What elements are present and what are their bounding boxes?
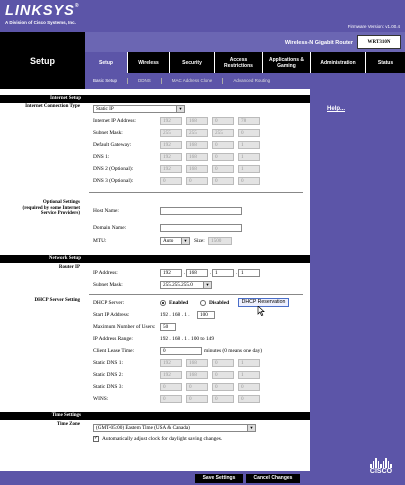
model-row	[85, 32, 405, 52]
tab-access-restrictions[interactable]: Access Restrictions	[214, 52, 262, 73]
router-mask-label: Subnet Mask:	[93, 282, 123, 288]
model-number: WRT310N	[357, 35, 401, 49]
tab-security[interactable]: Security	[169, 52, 214, 73]
section-bar-network	[85, 255, 310, 263]
dns1-octet-3[interactable]: 0	[212, 153, 234, 161]
main-form-column	[85, 89, 310, 471]
dns2-octet-2[interactable]: 168	[186, 165, 208, 173]
linksys-logo: LINKSYS®	[5, 3, 80, 19]
router-ip-octet-2[interactable]: 168	[186, 269, 208, 277]
router-ip-octet-4[interactable]: 1	[238, 269, 260, 277]
tab-administration[interactable]: Administration	[310, 52, 365, 73]
lease-time-label: Client Lease Time:	[93, 348, 135, 354]
router-ip-label: IP Address:	[93, 270, 118, 276]
dhcp-disabled-radio[interactable]	[200, 300, 206, 306]
static-dns3-octet-3[interactable]: 0	[212, 383, 234, 391]
dhcp-server-label: DHCP Server:	[93, 300, 125, 306]
static-dns2-label: Static DNS 2:	[93, 372, 123, 378]
gateway-label: Default Gateway:	[93, 142, 132, 148]
router-ip-octet-3[interactable]: 1	[212, 269, 234, 277]
dns2-octet-3[interactable]: 0	[212, 165, 234, 173]
static-dns3-label: Static DNS 3:	[93, 384, 123, 390]
time-zone-select[interactable]: (GMT-05:00) Eastern Time (USA & Canada) ▼	[93, 424, 256, 432]
dns2-label: DNS 2 (Optional):	[93, 166, 134, 172]
section-bar-time	[85, 412, 310, 420]
subtab-advanced-routing[interactable]: Advanced Routing	[233, 78, 271, 83]
internet-mask-octet-2[interactable]: 255	[186, 129, 208, 137]
host-name-input[interactable]	[160, 207, 242, 215]
gateway-octet-3[interactable]: 0	[212, 141, 234, 149]
internet-mask-octet-4[interactable]: 0	[238, 129, 260, 137]
dns1-label: DNS 1:	[93, 154, 110, 160]
help-link[interactable]: Help...	[327, 106, 346, 112]
cancel-changes-button[interactable]: Cancel Changes	[246, 474, 300, 483]
section-time-settings: Time Settings	[0, 412, 85, 420]
subtab-ddns[interactable]: DDNS	[128, 78, 162, 84]
gateway-octet-1[interactable]: 192	[160, 141, 182, 149]
static-dns1-octet-2[interactable]: 168	[186, 359, 208, 367]
dot: .	[210, 270, 212, 276]
static-dns2-octet-2[interactable]: 168	[186, 371, 208, 379]
dns1-octet-2[interactable]: 168	[186, 153, 208, 161]
wins-label: WINS:	[93, 396, 109, 402]
gateway-octet-2[interactable]: 168	[186, 141, 208, 149]
dns3-octet-3[interactable]: 0	[212, 177, 234, 185]
wins-octet-3[interactable]: 0	[212, 395, 234, 403]
dhcp-disabled-label: Disabled	[209, 300, 230, 306]
tab-status[interactable]: Status	[365, 52, 405, 73]
max-users-label: Maximum Number of Users:	[93, 324, 156, 330]
save-settings-button[interactable]: Save Settings	[195, 474, 243, 483]
static-dns1-octet-4[interactable]: 1	[238, 359, 260, 367]
firmware-version: Firmware Version: v1.00.4	[347, 24, 400, 29]
domain-name-input[interactable]	[160, 224, 242, 232]
dst-label: Automatically adjust clock for daylight saving changes.	[102, 436, 223, 442]
lease-time-suffix: minutes (0 means one day)	[204, 348, 263, 354]
dns1-octet-1[interactable]: 192	[160, 153, 182, 161]
internet-ip-octet-2[interactable]: 168	[186, 117, 208, 125]
dhcp-enabled-label: Enabled	[169, 300, 189, 306]
router-mask-select[interactable]: 255.255.255.0 ▼	[160, 281, 212, 289]
dot: .	[236, 270, 238, 276]
static-dns3-octet-2[interactable]: 0	[186, 383, 208, 391]
wins-octet-2[interactable]: 0	[186, 395, 208, 403]
main-tabs	[85, 52, 405, 73]
ip-range-label: IP Address Range:	[93, 336, 133, 342]
label-router-ip: Router IP	[58, 265, 80, 270]
dns3-label: DNS 3 (Optional):	[93, 178, 134, 184]
internet-mask-octet-1[interactable]: 255	[160, 129, 182, 137]
left-label-column	[0, 89, 85, 471]
static-dns2-octet-3[interactable]: 0	[212, 371, 234, 379]
start-ip-last-octet[interactable]: 100	[197, 311, 215, 319]
divider	[89, 192, 303, 193]
dot: .	[184, 270, 186, 276]
dns2-octet-1[interactable]: 192	[160, 165, 182, 173]
label-optional-settings: Optional Settings (required by some Internet Service Providers)	[22, 200, 80, 216]
dhcp-enabled-radio[interactable]	[160, 300, 166, 306]
top-brand-bar	[0, 0, 405, 32]
dns3-octet-2[interactable]: 0	[186, 177, 208, 185]
static-dns3-octet-1[interactable]: 0	[160, 383, 182, 391]
help-column	[310, 89, 405, 471]
static-dns1-octet-1[interactable]: 192	[160, 359, 182, 367]
dns2-octet-4[interactable]: 1	[238, 165, 260, 173]
host-name-label: Host Name:	[93, 208, 119, 214]
footer-bar	[0, 471, 405, 485]
domain-name-label: Domain Name:	[93, 225, 127, 231]
static-dns2-octet-4[interactable]: 1	[238, 371, 260, 379]
wins-octet-1[interactable]: 0	[160, 395, 182, 403]
internet-mask-label: Subnet Mask:	[93, 130, 123, 136]
dns3-octet-4[interactable]: 0	[238, 177, 260, 185]
mtu-size-label: Size:	[194, 238, 205, 244]
label-internet-connection-type: Internet Connection Type	[25, 104, 80, 109]
dns1-octet-4[interactable]: 1	[238, 153, 260, 161]
mtu-select[interactable]: Auto ▼	[160, 237, 190, 245]
label-dhcp-server-setting: DHCP Server Setting	[34, 298, 80, 303]
mtu-size-input[interactable]: 1500	[208, 237, 232, 245]
static-dns2-octet-1[interactable]: 192	[160, 371, 182, 379]
internet-ip-octet-1[interactable]: 192	[160, 117, 182, 125]
section-internet-setup: Internet Setup	[0, 95, 85, 103]
cisco-logo: CISCO	[362, 458, 400, 480]
static-dns3-octet-4[interactable]: 0	[238, 383, 260, 391]
start-ip-prefix: 192 . 168 . 1 .	[160, 312, 190, 318]
wins-octet-4[interactable]: 0	[238, 395, 260, 403]
section-network-setup: Network Setup	[0, 255, 85, 263]
internet-ip-label: Internet IP Address:	[93, 118, 136, 124]
mtu-label: MTU:	[93, 238, 107, 244]
static-dns1-label: Static DNS 1:	[93, 360, 123, 366]
subtab-basic-setup[interactable]: Basic Setup	[85, 78, 128, 84]
static-dns1-octet-3[interactable]: 0	[212, 359, 234, 367]
dhcp-reservation-button[interactable]: DHCP Reservation	[238, 298, 289, 307]
tab-wireless[interactable]: Wireless	[127, 52, 169, 73]
tab-applications-gaming[interactable]: Applications & Gaming	[262, 52, 310, 73]
section-bar-internet	[85, 95, 310, 103]
ip-range-value: 192 . 168 . 1 . 100 to 149	[160, 336, 215, 342]
section-title: Setup	[0, 32, 85, 89]
connection-type-select[interactable]: Static IP ▼	[93, 105, 185, 113]
gateway-octet-4[interactable]: 1	[238, 141, 260, 149]
router-name: Wireless-N Gigabit Router	[284, 40, 353, 46]
lease-time-input[interactable]: 0	[160, 347, 202, 355]
router-ip-octet-1[interactable]: 192	[160, 269, 182, 277]
logo-subtitle: A Division of Cisco Systems, Inc.	[5, 20, 76, 25]
subtab-mac-address-clone[interactable]: MAC Address Clone	[162, 78, 224, 84]
start-ip-label: Start IP Address:	[93, 312, 130, 318]
tab-setup[interactable]: Setup	[85, 52, 127, 73]
dst-checkbox[interactable]: ✓	[94, 436, 99, 441]
sub-tabs	[85, 73, 405, 89]
dns3-octet-1[interactable]: 0	[160, 177, 182, 185]
divider	[89, 294, 303, 295]
mouse-cursor-icon	[257, 306, 265, 316]
internet-ip-octet-3[interactable]: 0	[212, 117, 234, 125]
internet-ip-octet-4[interactable]: 78	[238, 117, 260, 125]
label-time-zone: Time Zone	[56, 422, 80, 427]
internet-mask-octet-3[interactable]: 255	[212, 129, 234, 137]
max-users-input[interactable]: 50	[160, 323, 176, 331]
